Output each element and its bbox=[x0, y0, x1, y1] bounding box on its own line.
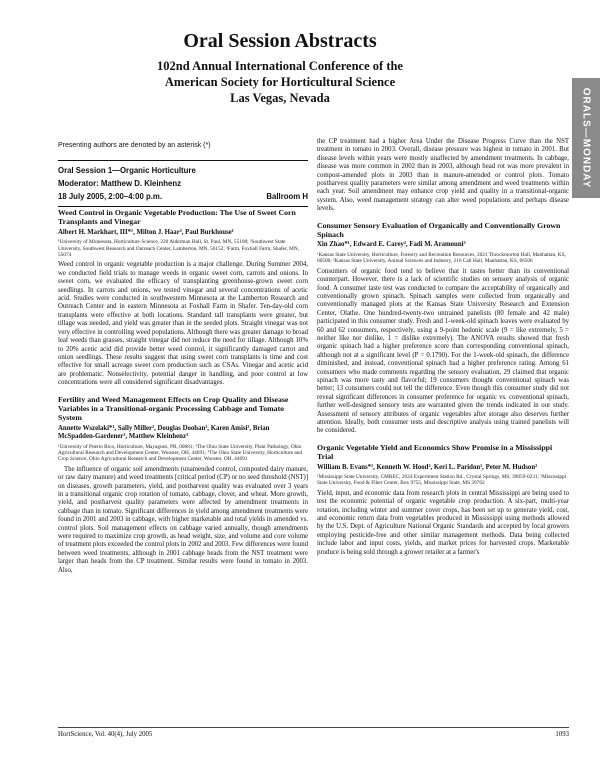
conference-header bbox=[0, 58, 560, 106]
side-tab-label: ORALS—MONDAY bbox=[580, 87, 592, 189]
abstract-authors: William B. Evans*¹, Kenneth W. Hood², Keri L. Paridon¹, Peter M. Hudson² bbox=[317, 463, 538, 471]
abstract-title: Weed Control in Organic Vegetable Production: The Use of Sweet Corn Transplants and Vinegar bbox=[58, 208, 296, 227]
section-side-tab bbox=[572, 78, 600, 198]
abstract-body: Consumers of organic food tend to believe that it tastes better than its conventional counterpart. However, there is a lack of scientific studies on sensory analysis of organic food. A consumer taste test was conducted to compare the acceptability of organically and conventionally grown spinach. Spinach samples were collected from organically and conventionally managed plots at the Kansas State University Research and Extension Center, Olathe. One hundred-twenty-two untrained panelists (80 female and 42 male) participated in this consumer study. Fresh and 1-week-old spinach leaves were evaluated by 60 and 62 consumers, respectively, using a 9-point hedonic scale (9 = like extremely, 5 = neither like nor dislike, 1 = dislike extremely). The ANOVA results showed that fresh organic spinach had a higher preference score than corresponding conventional spinach, although not at a significant level (P = 0.1790). For the 1-week-old spinach, the difference diminished, and instead, conventional spinach had a higher preference rating. Among 61 consumers who made comments regarding the sensory evaluation, 29 claimed that organic spinach was more tasty and flavorful; 19 consumers thought conventional spinach was better; 13 consumers could not tell the difference. Even though this consumer study did not reveal significant differences in consumer preference for organic vs. conventional spinach, further well-designed sensory tests are warranted given the trends indicated in our study. Assessment of sensory attributes of organic vegetables after storage also deserves further attention. Ideally, both consumer tests and descriptive analysis using trained panelists will be considered. bbox=[317, 267, 569, 435]
page-number: 1093 bbox=[555, 731, 569, 738]
abstract-body-continued: the CP treatment had a higher Area Under the Disease Progress Curve than the NST treatment in tomato in 2003. Overall, disease pressure was highest in tomato in 2001. But disease levels within years were mostly unaffected by amendment treatments. In cabbage, disease was more common in 2002 than in 2003, although head rot was more prevalent in compost-amended plots in 2003 than in manure-amended or control plots. Tomato postharvest quality parameters were similar among amendment and weed treatments within each year. Soil amendment may enhance crop yield and quality in a transitional-organic system. Also, weed management strategy can alter weed populations and perhaps disease levels. bbox=[317, 138, 569, 213]
session-moderator: Moderator: Matthew D. Kleinhenz bbox=[58, 179, 182, 188]
abstract-body: Weed control in organic vegetable production is a major challenge. During Summer 2004, we conducted field trials to manage weeds in organic sweet corn, carrots and onions. In sweet corn, we evaluated the efficacy of transplanting greenhouse-grown sweet corn seedlings. In carrots and onions, we tested vinegar and several concentrations of acetic acid. Studies were conducted in southwestern Minnesota at the Lamberton Research and Outreach Center and in eastern Minnesota at Foxhall Farm in Shafer. Ten-day-old corn transplants were effective at both locations. Standard tall transplants were greater, but tillage was needed, and yield was greater than in the seeded plots. Straight vinegar was not very effective in controlling weed populations. Although there was greater damage to broad leaf weeds than grasses, straight vinegar did not reduce the need for tillage. Although 10% to 20% acetic acid did provide better weed control, it significantly damaged carrot and onion seedlings. These results suggest that using sweet corn transplants is time and cost effective for small acreage sweet corn production such as CSAs. Vinegar and acetic acid are problematic. Nonselectivity, potential danger in handling, and poor control at low concentrations were all considered significant disadvantages. bbox=[58, 261, 308, 387]
abstract-affiliations: ¹Kansas State University, Horticulture, Forestry and Recreation Resources, 2021 Throckmorton Hall, Manhattan, KS, 66506; ²Kansas State University, Animal Sciences and Industry, 216 Call Hall, Manhattan, KS, 66506 bbox=[317, 251, 566, 265]
abstract-title: Fertility and Weed Management Effects on Crop Quality and Disease Variables in a Transitional-organic Processing Cabbage and Tomato System bbox=[58, 394, 289, 423]
abstract-authors: Albert H. Markhart, III*¹, Milton J. Haar², Paul Burkhouse¹ bbox=[58, 228, 234, 236]
left-column bbox=[58, 208, 308, 582]
abstract-authors: Xin Zhao*¹, Edward E. Carey², Fadi M. Aramouni³ bbox=[317, 241, 466, 249]
right-column bbox=[317, 138, 569, 564]
session-name: Oral Session 1—Organic Horticulture bbox=[58, 166, 196, 175]
abstract-authors: Annette Wszelaki*¹, Sally Miller², Douglas Doohan³, Karen Amisi³, Brian McSpadden-Gardener², Matthew Kleinhenz³ bbox=[58, 424, 270, 441]
page-title: Oral Session Abstracts bbox=[183, 30, 377, 52]
session-date-time: 18 July 2005, 2:00–4:00 p.m. bbox=[58, 192, 163, 201]
session-info bbox=[58, 160, 308, 207]
session-time-row bbox=[58, 190, 308, 203]
presenting-note: Presenting authors are denoted by an asterisk (*) bbox=[58, 142, 211, 149]
abstract-title: Consumer Sensory Evaluation of Organically and Conventionally Grown Spinach bbox=[317, 220, 561, 240]
abstract-affiliations: ¹University of Puerto Rico, Horticulture, Mayaguez, PR, 00681; ²The Ohio State University, Plant Pathology, Ohio Agricultural Research and Development Center, Wooster, OH, 44691; ³The Ohio State University, Horticulture and Crop Science, Ohio Agricultural Research and Development Center, Wooster, OH, 44691 bbox=[58, 443, 303, 463]
page-footer bbox=[58, 727, 569, 738]
abstract-body: Yield, input, and economic data from research plots in central Mississippi are being used to test the economic potential of organic vegetable crop production. A six-part, multi-year rotation, including winter and summer cover crops, has been set up to generate yield, cost, and economic return data from vegetables produced in Mississippi using methods allowed by the U.S. Dept. of Agriculture National Organic Standards and accepted by local growers employing pesticide-free and other similar management methods. Data being collected include labor and input costs, yields, and market prices for harvested crops. Marketable produce is being sold through a grower retailer at a farmer's bbox=[317, 489, 569, 556]
abstract-title: Organic Vegetable Yield and Economics Show Promise in a Mississippi Trial bbox=[317, 442, 553, 462]
conference-location: Las Vegas, Nevada bbox=[230, 91, 330, 105]
conference-line-2: American Society for Horticultural Science bbox=[164, 75, 396, 89]
journal-citation: HortScience, Vol. 40(4), July 2005 bbox=[58, 731, 153, 738]
session-room: Ballroom H bbox=[266, 192, 308, 201]
abstract-affiliations: ¹Mississippi State University, CMREC, 2024 Experiment Station Rd., Crystal Springs, MS, 39059-0231; ²Mississippi State University, Food & Fiber Center, Box 9755, Mississippi State, MS 39762 bbox=[317, 474, 567, 487]
conference-line-1: 102nd Annual International Conference of the bbox=[157, 59, 403, 73]
abstract-body: The influence of organic soil amendments (unamended control, composted dairy manure, or raw dairy manure) and weed treatments [critical period (CP) or no seed threshold (NST)] on diseases, growth parameters, yield, and postharvest quality was evaluated over 3 years in a transitional organic crop rotation of tomato, cabbage, clover, and wheat. More growth, yield, and postharvest quality parameters were affected by amendment treatments in cabbage than in tomato. Significant differences in yield among amendment treatments were found in 2001 and 2003 in cabbage, with higher marketable and total yields in amended vs. control plots. Soil management effects on cabbage varied annually, though amendments were required to maximize crop growth, as head weight, size, and volume and core volume of treatment plots exceeded the control plots in 2002 and 2003. Few differences were found between weed treatments, although in 2001 cabbage heads from the NST treatment were larger than heads from the CP treatment. Similar results were found in tomato in 2003. Also, bbox=[58, 465, 308, 574]
abstract-affiliations: ¹University of Minnesota, Horticulture Science, 220 Alderman Hall, St. Paul, MN, 55108; ²Southwest State University, Southwest Research and Outreach Center, Lamberton, MN, 56152; ³Farm, Foxhall Farm, Shafer, MN, 55074 bbox=[58, 239, 300, 259]
